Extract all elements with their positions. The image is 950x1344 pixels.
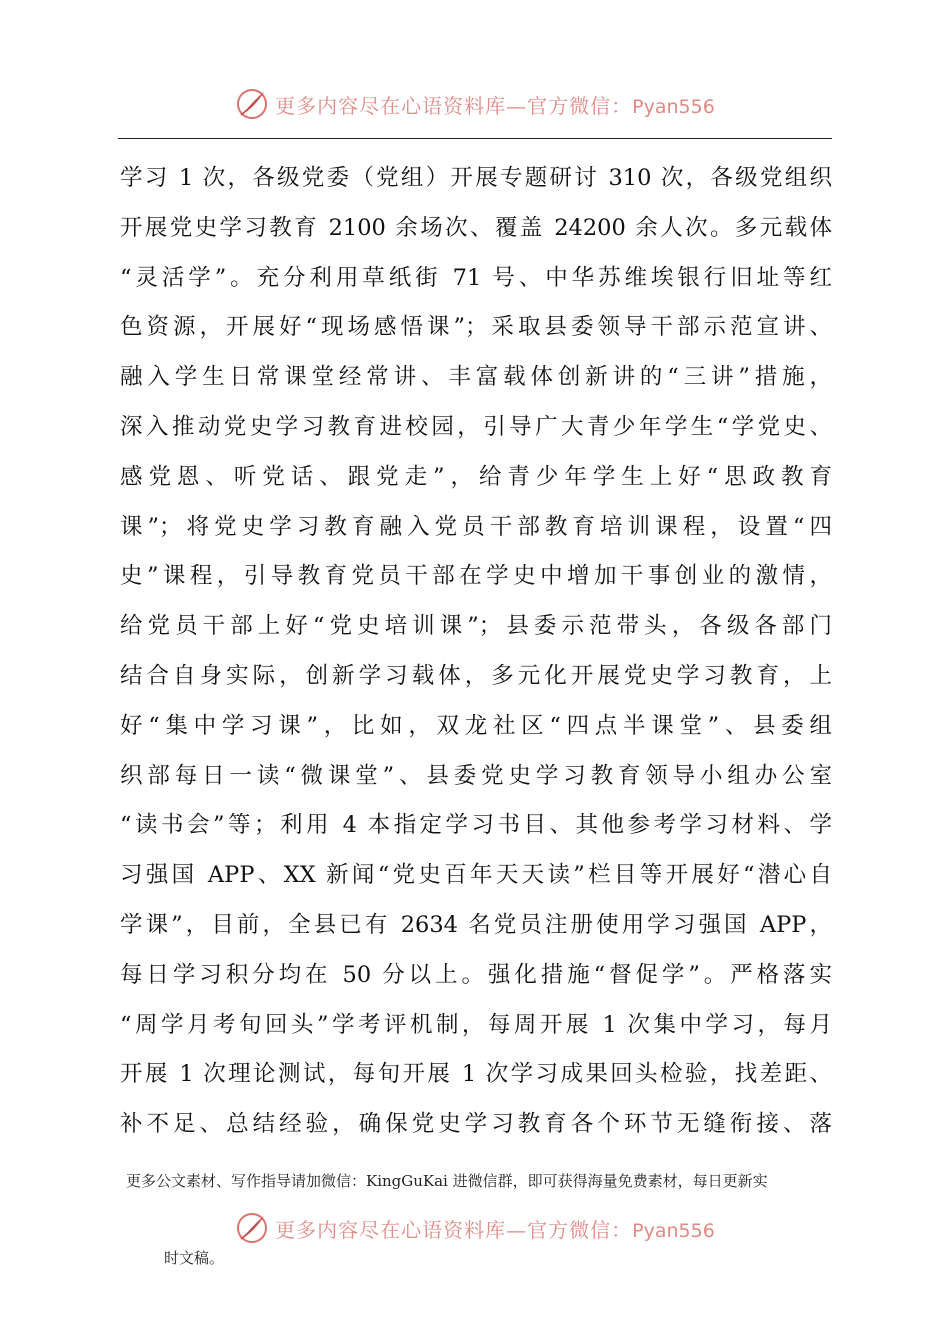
quill-logo-icon xyxy=(235,1211,269,1245)
footer-watermark-text: 更多内容尽在心语资料库—官方微信：Pyan556 xyxy=(275,1217,715,1242)
footer-note: 更多公文素材、写作指导请加微信：KingGuKai 进微信群，即可获得海量免费素材，每日更新实 xyxy=(126,1172,768,1190)
body-line: 给党员干部上好“党史培训课”；县委示范带头，各级各部门 xyxy=(120,613,832,640)
body-line: 补不足、总结经验，确保党史学习教育各个环节无缝衔接、落 xyxy=(120,1111,832,1138)
body-line: “读书会”等；利用 4 本指定学习书目、其他参考学习材料、学 xyxy=(120,812,832,839)
body-line: 织部每日一读“微课堂”、县委党史学习教育领导小组办公室 xyxy=(120,762,832,789)
footer-watermark-id: Pyan556 xyxy=(632,1219,715,1242)
body-line: 学课”，目前，全县已有 2634 名党员注册使用学习强国 APP， xyxy=(120,911,832,938)
body-line: 深入推动党史学习教育进校园，引导广大青少年学生“学党史、 xyxy=(120,413,832,440)
footer-watermark xyxy=(0,1208,950,1248)
body-line: “周学月考旬回头”学考评机制，每周开展 1 次集中学习，每月 xyxy=(120,1011,832,1038)
quill-logo-icon xyxy=(235,87,269,121)
body-line: 色资源，开展好“现场感悟课”；采取县委领导干部示范宣讲、 xyxy=(120,314,832,341)
body-line: 每日学习积分均在 50 分以上。强化措施“督促学”。严格落实 xyxy=(120,961,832,988)
body-line: 融入学生日常课堂经常讲、丰富载体创新讲的“三讲”措施， xyxy=(120,364,832,391)
body-line: 史”课程，引导教育党员干部在学史中增加干事创业的激情， xyxy=(120,563,832,590)
body-line: “灵活学”。充分利用草纸街 71 号、中华苏维埃银行旧址等红 xyxy=(120,264,832,291)
body-line: 开展党史学习教育 2100 余场次、覆盖 24200 余人次。多元载体 xyxy=(120,214,832,241)
body-line: 结合自身实际，创新学习载体，多元化开展党史学习教育，上 xyxy=(120,662,832,689)
body-line: 好“集中学习课”，比如，双龙社区“四点半课堂”、县委组 xyxy=(120,712,832,739)
body-line: 感党恩、听党话、跟党走”，给青少年学生上好“思政教育 xyxy=(120,463,832,490)
body-line: 学习 1 次，各级党委（党组）开展专题研讨 310 次，各级党组织 xyxy=(120,165,832,191)
footer-tail: 时文稿。 xyxy=(164,1249,225,1267)
body-line: 开展 1 次理论测试，每旬开展 1 次学习成果回头检验，找差距、 xyxy=(120,1061,832,1088)
header-watermark xyxy=(0,84,950,124)
header-watermark-id: Pyan556 xyxy=(632,95,715,118)
body-line: 课”；将党史学习教育融入党员干部教育培训课程，设置“四 xyxy=(120,513,832,540)
header-watermark-text: 更多内容尽在心语资料库—官方微信：Pyan556 xyxy=(275,93,715,118)
body-line: 习强国 APP、XX 新闻“党史百年天天读”栏目等开展好“潜心自 xyxy=(120,862,832,889)
document-body xyxy=(120,154,832,1150)
header-divider xyxy=(118,138,832,139)
